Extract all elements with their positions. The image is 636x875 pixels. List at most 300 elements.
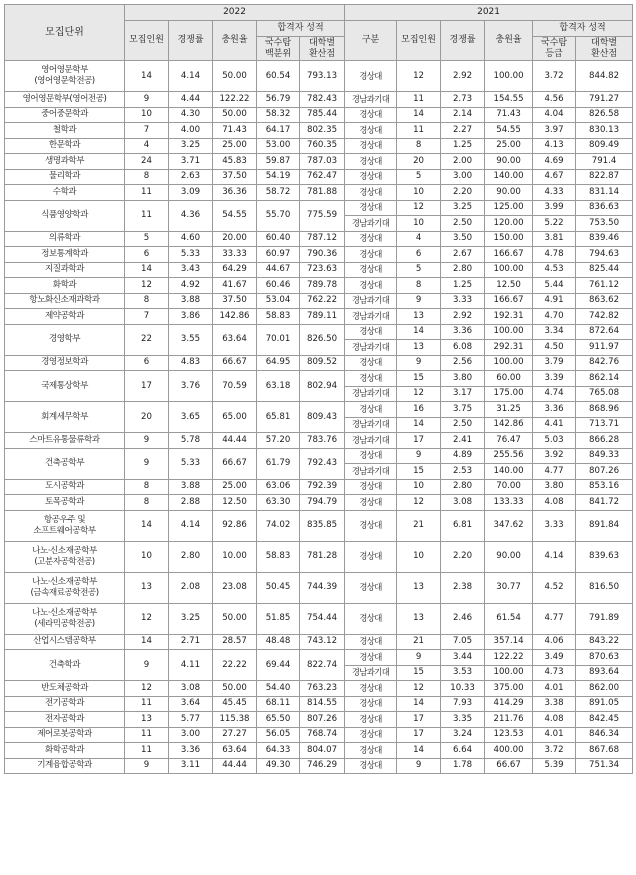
table-row — [5, 433, 633, 449]
unit-name: 건축공학부 — [5, 448, 125, 479]
recruit-2021: 14 — [397, 107, 441, 123]
recruit-2021: 14 — [397, 743, 441, 759]
gukgrade-2021: 4.01 — [533, 681, 576, 697]
unit-name: 스마트유통물류학과 — [5, 433, 125, 449]
univ-score-2021: 868.96 — [576, 402, 633, 418]
unit-name: 제약공학과 — [5, 309, 125, 325]
univ-score-2021: 816.50 — [576, 572, 633, 603]
unit-name: 토목공학과 — [5, 495, 125, 511]
fill-rate-2022: 44.44 — [213, 433, 257, 449]
gukgrade-2021: 4.41 — [533, 417, 576, 433]
category-2021: 경남과기대 — [345, 464, 397, 480]
recruit-2022: 7 — [125, 309, 169, 325]
table-row — [5, 231, 633, 247]
competition-2022: 3.08 — [169, 681, 213, 697]
recruit-2022: 10 — [125, 107, 169, 123]
competition-2022: 3.55 — [169, 324, 213, 355]
recruit-2022: 13 — [125, 572, 169, 603]
gukpct-2022: 50.45 — [257, 572, 300, 603]
category-2021: 경남과기대 — [345, 309, 397, 325]
category-2021: 경상대 — [345, 758, 397, 774]
univ-score-2022: 789.78 — [300, 278, 345, 294]
gukgrade-2021: 3.97 — [533, 123, 576, 139]
fill-rate-2022: 65.00 — [213, 402, 257, 433]
fill-rate-2021: 414.29 — [485, 696, 533, 712]
gukgrade-2021: 4.14 — [533, 541, 576, 572]
univ-score-2021: 853.16 — [576, 479, 633, 495]
gukgrade-2021: 4.70 — [533, 309, 576, 325]
recruit-2021: 11 — [397, 92, 441, 108]
recruit-2021: 10 — [397, 216, 441, 232]
gukgrade-2021: 4.77 — [533, 464, 576, 480]
table-row — [5, 495, 633, 511]
univ-score-2022: 794.79 — [300, 495, 345, 511]
competition-2022: 4.36 — [169, 200, 213, 231]
univ-score-2021: 825.44 — [576, 262, 633, 278]
gukgrade-2021: 5.22 — [533, 216, 576, 232]
univ-score-2022: 835.85 — [300, 510, 345, 541]
univ-score-2021: 867.68 — [576, 743, 633, 759]
fill-rate-2021: 154.55 — [485, 92, 533, 108]
gukpct-2022: 59.87 — [257, 154, 300, 170]
fill-rate-2021: 90.00 — [485, 185, 533, 201]
competition-2021: 2.50 — [441, 216, 485, 232]
competition-2022: 3.65 — [169, 402, 213, 433]
recruit-2022: 9 — [125, 758, 169, 774]
competition-2022: 3.11 — [169, 758, 213, 774]
univ-score-2022: 744.39 — [300, 572, 345, 603]
univ-score-2021: 830.13 — [576, 123, 633, 139]
univ-score-2022: 783.76 — [300, 433, 345, 449]
univ-score-2021: 713.71 — [576, 417, 633, 433]
table-row — [5, 479, 633, 495]
category-2021: 경남과기대 — [345, 92, 397, 108]
univ-score-2022: 782.43 — [300, 92, 345, 108]
gukgrade-2021: 4.53 — [533, 262, 576, 278]
univ-score-2021: 826.58 — [576, 107, 633, 123]
competition-2021: 2.67 — [441, 247, 485, 263]
competition-2021: 2.20 — [441, 541, 485, 572]
univ-score-2022: 781.28 — [300, 541, 345, 572]
competition-2021: 1.25 — [441, 138, 485, 154]
header-year-2022: 2022 — [125, 5, 345, 21]
gukpct-2022: 44.67 — [257, 262, 300, 278]
recruit-2022: 11 — [125, 696, 169, 712]
gukpct-2022: 49.30 — [257, 758, 300, 774]
fill-rate-2021: 120.00 — [485, 216, 533, 232]
table-row — [5, 200, 633, 216]
competition-2022: 4.92 — [169, 278, 213, 294]
header-fill-rate-2021: 충원율 — [485, 21, 533, 61]
category-2021: 경상대 — [345, 603, 397, 634]
gukgrade-2021: 5.44 — [533, 278, 576, 294]
competition-2022: 3.88 — [169, 479, 213, 495]
univ-score-2022: 792.43 — [300, 448, 345, 479]
table-row — [5, 138, 633, 154]
category-2021: 경상대 — [345, 138, 397, 154]
table-body — [5, 61, 633, 774]
gukgrade-2021: 5.39 — [533, 758, 576, 774]
univ-score-2021: 831.14 — [576, 185, 633, 201]
recruit-2022: 8 — [125, 293, 169, 309]
competition-2022: 3.25 — [169, 138, 213, 154]
gukpct-2022: 65.81 — [257, 402, 300, 433]
recruit-2022: 11 — [125, 200, 169, 231]
gukgrade-2021: 5.03 — [533, 433, 576, 449]
competition-2021: 3.44 — [441, 650, 485, 666]
competition-2021: 2.56 — [441, 355, 485, 371]
univ-score-2021: 765.08 — [576, 386, 633, 402]
fill-rate-2022: 41.67 — [213, 278, 257, 294]
competition-2022: 4.44 — [169, 92, 213, 108]
fill-rate-2021: 12.50 — [485, 278, 533, 294]
univ-score-2021: 911.97 — [576, 340, 633, 356]
univ-score-2022: 826.50 — [300, 324, 345, 355]
fill-rate-2021: 175.00 — [485, 386, 533, 402]
category-2021: 경남과기대 — [345, 293, 397, 309]
competition-2021: 7.93 — [441, 696, 485, 712]
univ-score-2021: 753.50 — [576, 216, 633, 232]
competition-2021: 2.20 — [441, 185, 485, 201]
recruit-2021: 13 — [397, 340, 441, 356]
fill-rate-2022: 44.44 — [213, 758, 257, 774]
unit-name: 국제통상학부 — [5, 371, 125, 402]
gukpct-2022: 63.06 — [257, 479, 300, 495]
competition-2022: 4.60 — [169, 231, 213, 247]
recruit-2022: 20 — [125, 402, 169, 433]
category-2021: 경상대 — [345, 154, 397, 170]
category-2021: 경상대 — [345, 185, 397, 201]
category-2021: 경상대 — [345, 681, 397, 697]
category-2021: 경상대 — [345, 200, 397, 216]
category-2021: 경상대 — [345, 650, 397, 666]
header-univ-score-2021: 대학별 환산점 — [576, 37, 633, 61]
univ-score-2021: 862.00 — [576, 681, 633, 697]
recruit-2021: 6 — [397, 247, 441, 263]
gukgrade-2021: 4.91 — [533, 293, 576, 309]
fill-rate-2022: 64.29 — [213, 262, 257, 278]
univ-score-2021: 839.46 — [576, 231, 633, 247]
gukpct-2022: 56.79 — [257, 92, 300, 108]
header-year-2021: 2021 — [345, 5, 633, 21]
fill-rate-2022: 27.27 — [213, 727, 257, 743]
header-competition-2021: 경쟁률 — [441, 21, 485, 61]
category-2021: 경남과기대 — [345, 665, 397, 681]
gukgrade-2021: 4.67 — [533, 169, 576, 185]
fill-rate-2022: 33.33 — [213, 247, 257, 263]
fill-rate-2022: 50.00 — [213, 603, 257, 634]
gukgrade-2021: 3.49 — [533, 650, 576, 666]
gukpct-2022: 55.70 — [257, 200, 300, 231]
fill-rate-2021: 211.76 — [485, 712, 533, 728]
category-2021: 경남과기대 — [345, 417, 397, 433]
competition-2021: 6.08 — [441, 340, 485, 356]
competition-2022: 4.30 — [169, 107, 213, 123]
recruit-2021: 13 — [397, 572, 441, 603]
univ-score-2022: 804.07 — [300, 743, 345, 759]
gukpct-2022: 56.05 — [257, 727, 300, 743]
competition-2022: 4.00 — [169, 123, 213, 139]
competition-2021: 2.92 — [441, 61, 485, 92]
univ-score-2021: 836.63 — [576, 200, 633, 216]
recruit-2021: 14 — [397, 696, 441, 712]
unit-name: 항공우주 및 소프트웨어공학부 — [5, 510, 125, 541]
recruit-2022: 8 — [125, 495, 169, 511]
recruit-2021: 8 — [397, 138, 441, 154]
fill-rate-2021: 30.77 — [485, 572, 533, 603]
gukpct-2022: 53.04 — [257, 293, 300, 309]
recruit-2022: 24 — [125, 154, 169, 170]
gukpct-2022: 57.20 — [257, 433, 300, 449]
table-row — [5, 541, 633, 572]
competition-2021: 3.25 — [441, 200, 485, 216]
univ-score-2022: 760.35 — [300, 138, 345, 154]
univ-score-2022: 787.03 — [300, 154, 345, 170]
competition-2021: 2.14 — [441, 107, 485, 123]
gukgrade-2021: 4.52 — [533, 572, 576, 603]
fill-rate-2021: 357.14 — [485, 634, 533, 650]
gukpct-2022: 70.01 — [257, 324, 300, 355]
recruit-2022: 11 — [125, 727, 169, 743]
recruit-2021: 9 — [397, 293, 441, 309]
category-2021: 경상대 — [345, 123, 397, 139]
table-row — [5, 712, 633, 728]
fill-rate-2022: 54.55 — [213, 200, 257, 231]
competition-2021: 2.73 — [441, 92, 485, 108]
univ-score-2022: 768.74 — [300, 727, 345, 743]
gukpct-2022: 58.32 — [257, 107, 300, 123]
gukpct-2022: 51.85 — [257, 603, 300, 634]
header-category: 구분 — [345, 21, 397, 61]
gukgrade-2021: 3.99 — [533, 200, 576, 216]
univ-score-2022: 792.39 — [300, 479, 345, 495]
recruit-2021: 12 — [397, 681, 441, 697]
unit-name: 건축학과 — [5, 650, 125, 681]
univ-score-2021: 891.84 — [576, 510, 633, 541]
fill-rate-2021: 400.00 — [485, 743, 533, 759]
unit-name: 항노화신소재과학과 — [5, 293, 125, 309]
unit-name: 나노·신소재공학부 (금속재료공학전공) — [5, 572, 125, 603]
fill-rate-2021: 90.00 — [485, 154, 533, 170]
recruit-2022: 4 — [125, 138, 169, 154]
recruit-2022: 9 — [125, 433, 169, 449]
competition-2022: 5.33 — [169, 247, 213, 263]
competition-2022: 4.14 — [169, 510, 213, 541]
univ-score-2021: 872.64 — [576, 324, 633, 340]
gukgrade-2021: 3.79 — [533, 355, 576, 371]
unit-name: 생명과학부 — [5, 154, 125, 170]
competition-2021: 2.53 — [441, 464, 485, 480]
fill-rate-2021: 150.00 — [485, 231, 533, 247]
unit-name: 전기공학과 — [5, 696, 125, 712]
univ-score-2021: 839.63 — [576, 541, 633, 572]
recruit-2022: 22 — [125, 324, 169, 355]
univ-score-2021: 866.28 — [576, 433, 633, 449]
unit-name: 회계세무학부 — [5, 402, 125, 433]
recruit-2022: 8 — [125, 479, 169, 495]
univ-score-2021: 846.34 — [576, 727, 633, 743]
category-2021: 경상대 — [345, 510, 397, 541]
fill-rate-2022: 37.50 — [213, 293, 257, 309]
competition-2021: 3.08 — [441, 495, 485, 511]
recruit-2021: 9 — [397, 650, 441, 666]
fill-rate-2021: 100.00 — [485, 355, 533, 371]
unit-name: 화학공학과 — [5, 743, 125, 759]
recruit-2021: 17 — [397, 712, 441, 728]
competition-2021: 6.81 — [441, 510, 485, 541]
fill-rate-2021: 375.00 — [485, 681, 533, 697]
recruit-2022: 13 — [125, 712, 169, 728]
univ-score-2021: 807.26 — [576, 464, 633, 480]
recruit-2021: 15 — [397, 464, 441, 480]
univ-score-2022: 802.35 — [300, 123, 345, 139]
table-row — [5, 696, 633, 712]
gukpct-2022: 60.40 — [257, 231, 300, 247]
competition-2021: 2.00 — [441, 154, 485, 170]
gukpct-2022: 60.46 — [257, 278, 300, 294]
unit-name: 나노·신소재공학부 (고분자공학전공) — [5, 541, 125, 572]
univ-score-2021: 849.33 — [576, 448, 633, 464]
category-2021: 경상대 — [345, 371, 397, 387]
table-header — [5, 5, 633, 61]
univ-score-2022: 743.12 — [300, 634, 345, 650]
fill-rate-2021: 61.54 — [485, 603, 533, 634]
recruit-2022: 9 — [125, 92, 169, 108]
fill-rate-2022: 50.00 — [213, 681, 257, 697]
gukgrade-2021: 3.39 — [533, 371, 576, 387]
fill-rate-2021: 100.00 — [485, 262, 533, 278]
gukgrade-2021: 4.13 — [533, 138, 576, 154]
unit-name: 지질과학과 — [5, 262, 125, 278]
recruit-2021: 5 — [397, 169, 441, 185]
header-fill-rate-2022: 충원율 — [213, 21, 257, 61]
competition-2022: 3.43 — [169, 262, 213, 278]
univ-score-2021: 809.49 — [576, 138, 633, 154]
recruit-2022: 11 — [125, 185, 169, 201]
table-row — [5, 634, 633, 650]
table-row — [5, 262, 633, 278]
gukgrade-2021: 3.33 — [533, 510, 576, 541]
admission-results-table-wrap — [4, 4, 632, 774]
header-recruit-2021: 모집인원 — [397, 21, 441, 61]
recruit-2021: 15 — [397, 371, 441, 387]
gukgrade-2021: 3.80 — [533, 479, 576, 495]
univ-score-2021: 844.82 — [576, 61, 633, 92]
fill-rate-2022: 45.83 — [213, 154, 257, 170]
gukgrade-2021: 4.69 — [533, 154, 576, 170]
competition-2021: 7.05 — [441, 634, 485, 650]
gukgrade-2021: 3.81 — [533, 231, 576, 247]
recruit-2021: 16 — [397, 402, 441, 418]
gukgrade-2021: 4.08 — [533, 495, 576, 511]
univ-score-2022: 762.22 — [300, 293, 345, 309]
table-row — [5, 107, 633, 123]
gukpct-2022: 74.02 — [257, 510, 300, 541]
fill-rate-2022: 66.67 — [213, 448, 257, 479]
fill-rate-2021: 347.62 — [485, 510, 533, 541]
fill-rate-2021: 90.00 — [485, 541, 533, 572]
univ-score-2022: 809.52 — [300, 355, 345, 371]
gukpct-2022: 53.00 — [257, 138, 300, 154]
univ-score-2022: 789.11 — [300, 309, 345, 325]
fill-rate-2022: 122.22 — [213, 92, 257, 108]
fill-rate-2021: 292.31 — [485, 340, 533, 356]
category-2021: 경남과기대 — [345, 386, 397, 402]
competition-2022: 3.64 — [169, 696, 213, 712]
fill-rate-2021: 142.86 — [485, 417, 533, 433]
gukgrade-2021: 4.04 — [533, 107, 576, 123]
gukgrade-2021: 4.33 — [533, 185, 576, 201]
gukpct-2022: 63.30 — [257, 495, 300, 511]
univ-score-2021: 761.12 — [576, 278, 633, 294]
univ-score-2022: 762.47 — [300, 169, 345, 185]
competition-2022: 5.33 — [169, 448, 213, 479]
competition-2022: 3.76 — [169, 371, 213, 402]
gukpct-2022: 64.33 — [257, 743, 300, 759]
recruit-2022: 12 — [125, 278, 169, 294]
category-2021: 경상대 — [345, 402, 397, 418]
unit-name: 물리학과 — [5, 169, 125, 185]
recruit-2022: 12 — [125, 681, 169, 697]
unit-name: 화학과 — [5, 278, 125, 294]
univ-score-2021: 791.4 — [576, 154, 633, 170]
fill-rate-2022: 63.64 — [213, 743, 257, 759]
gukpct-2022: 61.79 — [257, 448, 300, 479]
competition-2021: 3.75 — [441, 402, 485, 418]
recruit-2021: 12 — [397, 386, 441, 402]
fill-rate-2022: 92.86 — [213, 510, 257, 541]
univ-score-2021: 791.27 — [576, 92, 633, 108]
univ-score-2021: 841.72 — [576, 495, 633, 511]
univ-score-2022: 775.59 — [300, 200, 345, 231]
table-row — [5, 402, 633, 418]
gukgrade-2021: 4.08 — [533, 712, 576, 728]
recruit-2022: 12 — [125, 603, 169, 634]
table-row — [5, 371, 633, 387]
category-2021: 경상대 — [345, 61, 397, 92]
category-2021: 경상대 — [345, 479, 397, 495]
table-row — [5, 758, 633, 774]
competition-2021: 3.24 — [441, 727, 485, 743]
competition-2022: 2.63 — [169, 169, 213, 185]
fill-rate-2021: 255.56 — [485, 448, 533, 464]
recruit-2021: 9 — [397, 355, 441, 371]
competition-2021: 2.38 — [441, 572, 485, 603]
univ-score-2022: 763.23 — [300, 681, 345, 697]
univ-score-2021: 822.87 — [576, 169, 633, 185]
competition-2022: 2.08 — [169, 572, 213, 603]
table-row — [5, 603, 633, 634]
competition-2022: 4.83 — [169, 355, 213, 371]
unit-name: 전자공학과 — [5, 712, 125, 728]
table-row — [5, 154, 633, 170]
gukgrade-2021: 3.34 — [533, 324, 576, 340]
recruit-2022: 14 — [125, 510, 169, 541]
unit-name: 경영학부 — [5, 324, 125, 355]
gukpct-2022: 54.40 — [257, 681, 300, 697]
fill-rate-2021: 71.43 — [485, 107, 533, 123]
gukpct-2022: 63.18 — [257, 371, 300, 402]
table-row — [5, 681, 633, 697]
header-gukgrade: 국수탐 등급 — [533, 37, 576, 61]
fill-rate-2021: 31.25 — [485, 402, 533, 418]
unit-name: 기계융합공학과 — [5, 758, 125, 774]
header-result-2022: 합격자 성적 — [257, 21, 345, 37]
header-univ-score-2022: 대학별 환산점 — [300, 37, 345, 61]
fill-rate-2022: 66.67 — [213, 355, 257, 371]
recruit-2021: 17 — [397, 433, 441, 449]
table-row — [5, 324, 633, 340]
